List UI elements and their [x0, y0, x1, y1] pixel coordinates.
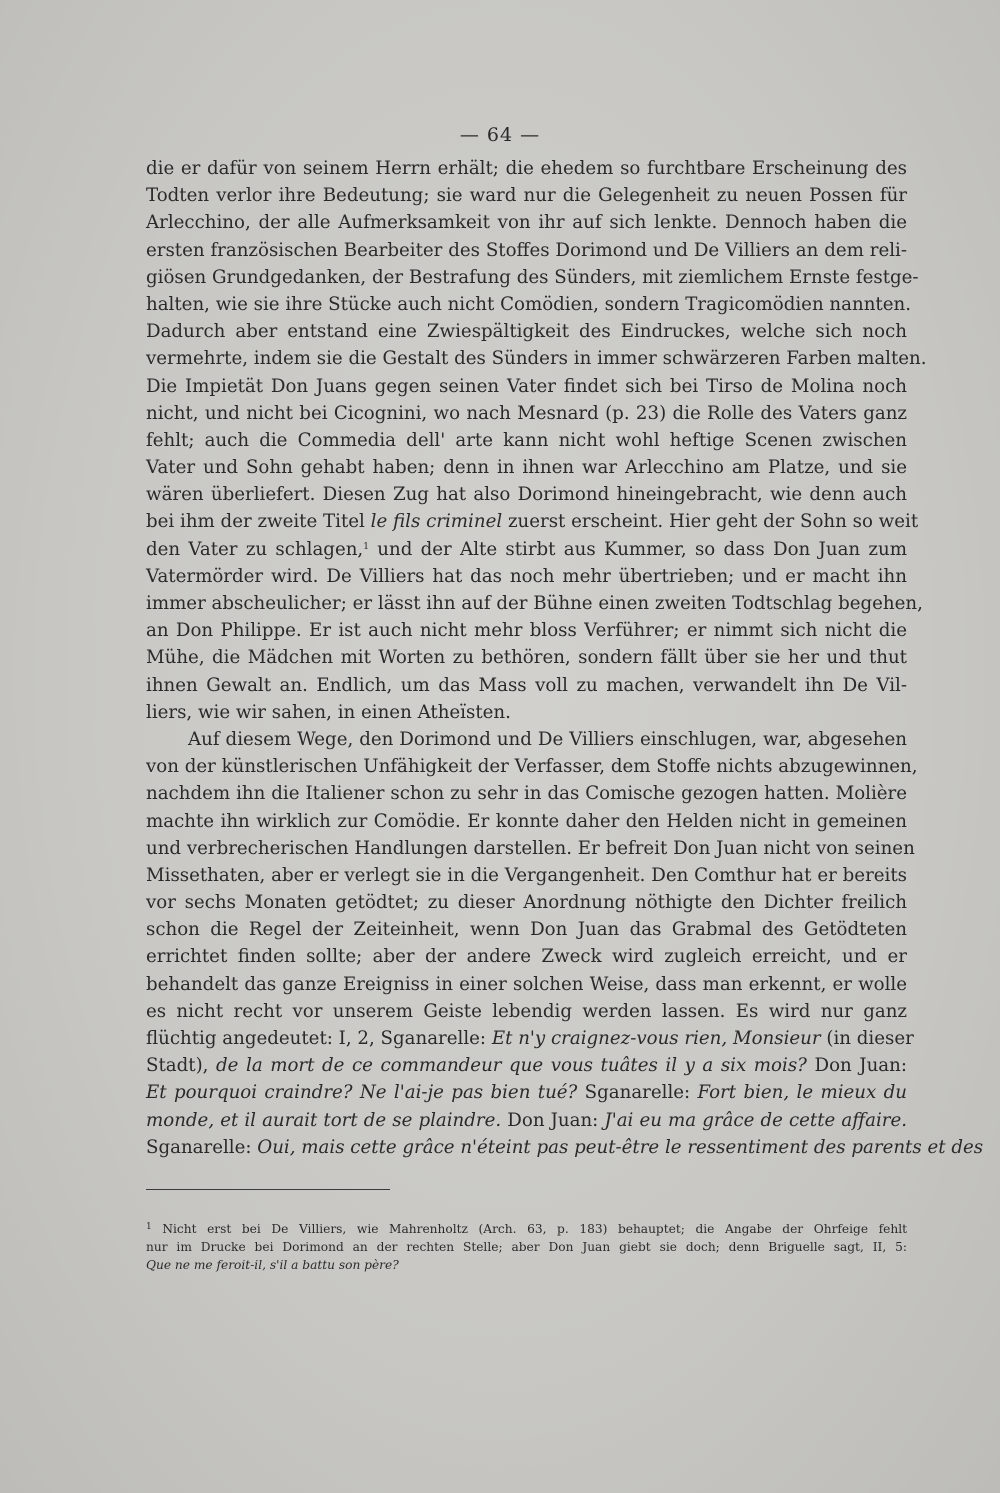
text-line-mixed [146, 1134, 984, 1161]
text-line: Missethaten, aber er verlegt sie in die Vergangenheit. Den Comthur hat er bereits [146, 864, 907, 886]
italic-quote: Fort bien, le mieux du [697, 1082, 907, 1104]
text-line: von der künstlerischen Unfähigkeit der Verfasser, dem Stoffe nichts abzugewinnen, [146, 756, 918, 778]
italic-quote: J'ai eu ma grâce de cette affaire. [604, 1109, 907, 1131]
text-line: Mühe, die Mädchen mit Worten zu bethören, sondern fällt über sie her und thut [146, 647, 907, 669]
italic-quote: Et n'y craignez-vous rien, Monsieur [491, 1028, 821, 1049]
text-line: Todten verlor ihre Bedeutung; sie ward nur die Gelegenheit zu neuen Possen für [146, 185, 907, 207]
text-line: errichtet finden sollte; aber der andere Zweck wird zugleich erreicht, und er [146, 946, 907, 968]
italic-quote: Oui, mais cette grâce n'éteint pas peut-être le ressentiment des parents et des [257, 1136, 984, 1158]
text-line: nachdem ihn die Italiener schon zu sehr in das Comische gezogen hatten. Molière [146, 783, 907, 805]
text-line: Auf diesem Wege, den Dorimond und De Villiers einschlugen, war, abgesehen [188, 728, 907, 750]
text-segment: Don Juan: [814, 1055, 907, 1077]
body-text [146, 155, 984, 1161]
text-line: Vatermörder wird. De Villiers hat das noch mehr übertrieben; und er macht ihn [146, 565, 907, 587]
text-line: behandelt das ganze Ereigniss in einer solchen Weise, dass man erkennt, er wolle [146, 973, 907, 995]
text-line-mixed [146, 1025, 914, 1052]
italic-quote: monde, et il aurait tort de se plaindre. [146, 1109, 502, 1131]
footnote-marker: 1 [146, 1222, 152, 1232]
italic-quote: de la mort de ce commandeur que vous tuâtes il y a six mois? [216, 1055, 807, 1077]
italic-quote: Et pourquoi craindre? Ne l'ai-je pas bien tué? [146, 1082, 578, 1104]
text-line-mixed [146, 1079, 907, 1106]
text-line: schon die Regel der Zeiteinheit, wenn Don Juan das Grabmal des Getödteten [146, 919, 907, 941]
footnote-divider [146, 1189, 390, 1190]
text-segment: (in dieser [826, 1028, 914, 1049]
text-segment: und der Alte stirbt aus Kummer, so dass Don Juan zum [377, 538, 907, 560]
text-line: ihnen Gewalt an. Endlich, um das Mass voll zu machen, verwandelt ihn De Vil- [146, 674, 907, 696]
footnote-line: nur im Drucke bei Dorimond an der rechten Stelle; aber Don Juan giebt sie doch; denn Briguelle sagt, II, 5: [146, 1240, 907, 1254]
text-line: machte ihn wirklich zur Comödie. Er konnte daher den Helden nicht in gemeinen [146, 810, 907, 832]
footnote-reference: 1 [363, 541, 369, 552]
text-line: Vater und Sohn gehabt haben; denn in ihnen war Arlecchino am Platze, und sie [146, 457, 907, 479]
text-segment: bei ihm der zweite Titel [146, 511, 365, 533]
text-line: liers, wie wir sahen, in einen Atheïsten. [146, 701, 511, 723]
text-line: Die Impietät Don Juans gegen seinen Vater findet sich bei Tirso de Molina noch [146, 375, 907, 397]
text-line: an Don Philippe. Er ist auch nicht mehr bloss Verführer; er nimmt sich nicht die [146, 620, 907, 642]
text-line: vermehrte, indem sie die Gestalt des Sünders in immer schwärzeren Farben malten. [146, 348, 927, 370]
text-segment: Sganarelle: [584, 1082, 691, 1104]
text-line: ersten französischen Bearbeiter des Stoffes Dorimond und De Villiers an dem reli- [146, 239, 907, 261]
text-line: es nicht recht vor unserem Geiste lebendig werden lassen. Es wird nur ganz [146, 1000, 907, 1022]
page-number: — 64 — [459, 124, 541, 146]
text-line: fehlt; auch die Commedia dell' arte kann nicht wohl heftige Scenen zwischen [146, 429, 907, 451]
text-segment: flüchtig angedeutet: I, 2, Sganarelle: [146, 1028, 487, 1049]
text-line: Dadurch aber entstand eine Zwiespältigkeit des Eindruckes, welche sich noch [146, 321, 907, 343]
text-line: giösen Grundgedanken, der Bestrafung des Sünders, mit ziemlichem Ernste festge- [146, 266, 919, 288]
footnote-line [146, 1256, 907, 1274]
text-segment: den Vater zu schlagen, [146, 538, 364, 560]
text-segment: Stadt), [146, 1055, 209, 1077]
footnote-line [146, 1220, 907, 1238]
text-line: immer abscheulicher; er lässt ihn auf der Bühne einen zweiten Todtschlag begehen, [146, 593, 923, 614]
text-line: halten, wie sie ihre Stücke auch nicht Comödien, sondern Tragicomödien nannten. [146, 293, 911, 315]
text-line-mixed [146, 1052, 907, 1079]
text-segment: zuerst erscheint. Hier geht der Sohn so weit [507, 511, 919, 533]
text-line: vor sechs Monaten getödtet; zu dieser Anordnung nöthigte den Dichter freilich [146, 892, 907, 914]
text-line: wären überliefert. Diesen Zug hat also Dorimond hineingebracht, wie denn auch [146, 484, 907, 506]
footnote-quote: Que ne me feroit-il, s'il a battu son père? [146, 1258, 399, 1272]
text-line: nicht, und nicht bei Cicognini, wo nach Mesnard (p. 23) die Rolle des Vaters ganz [146, 402, 907, 424]
text-line-mixed [146, 508, 919, 535]
text-segment: Sganarelle: [146, 1136, 252, 1158]
text-line-mixed [146, 536, 907, 563]
footnote-text: Nicht erst bei De Villiers, wie Mahrenholtz (Arch. 63, p. 183) behauptet; die Angabe der Ohrfeige fehlt [162, 1222, 907, 1236]
text-line: Arlecchino, der alle Aufmerksamkeit von ihr auf sich lenkte. Dennoch haben die [146, 212, 907, 234]
text-line: und verbrecherischen Handlungen darstellen. Er befreit Don Juan nicht von seinen [146, 837, 915, 859]
text-line-mixed [146, 1107, 907, 1134]
text-segment: Don Juan: [507, 1109, 599, 1131]
footnote [146, 1220, 907, 1274]
text-line: die er dafür von seinem Herrn erhält; die ehedem so furchtbare Erscheinung des [146, 158, 907, 179]
italic-title: le fils criminel [370, 511, 503, 533]
